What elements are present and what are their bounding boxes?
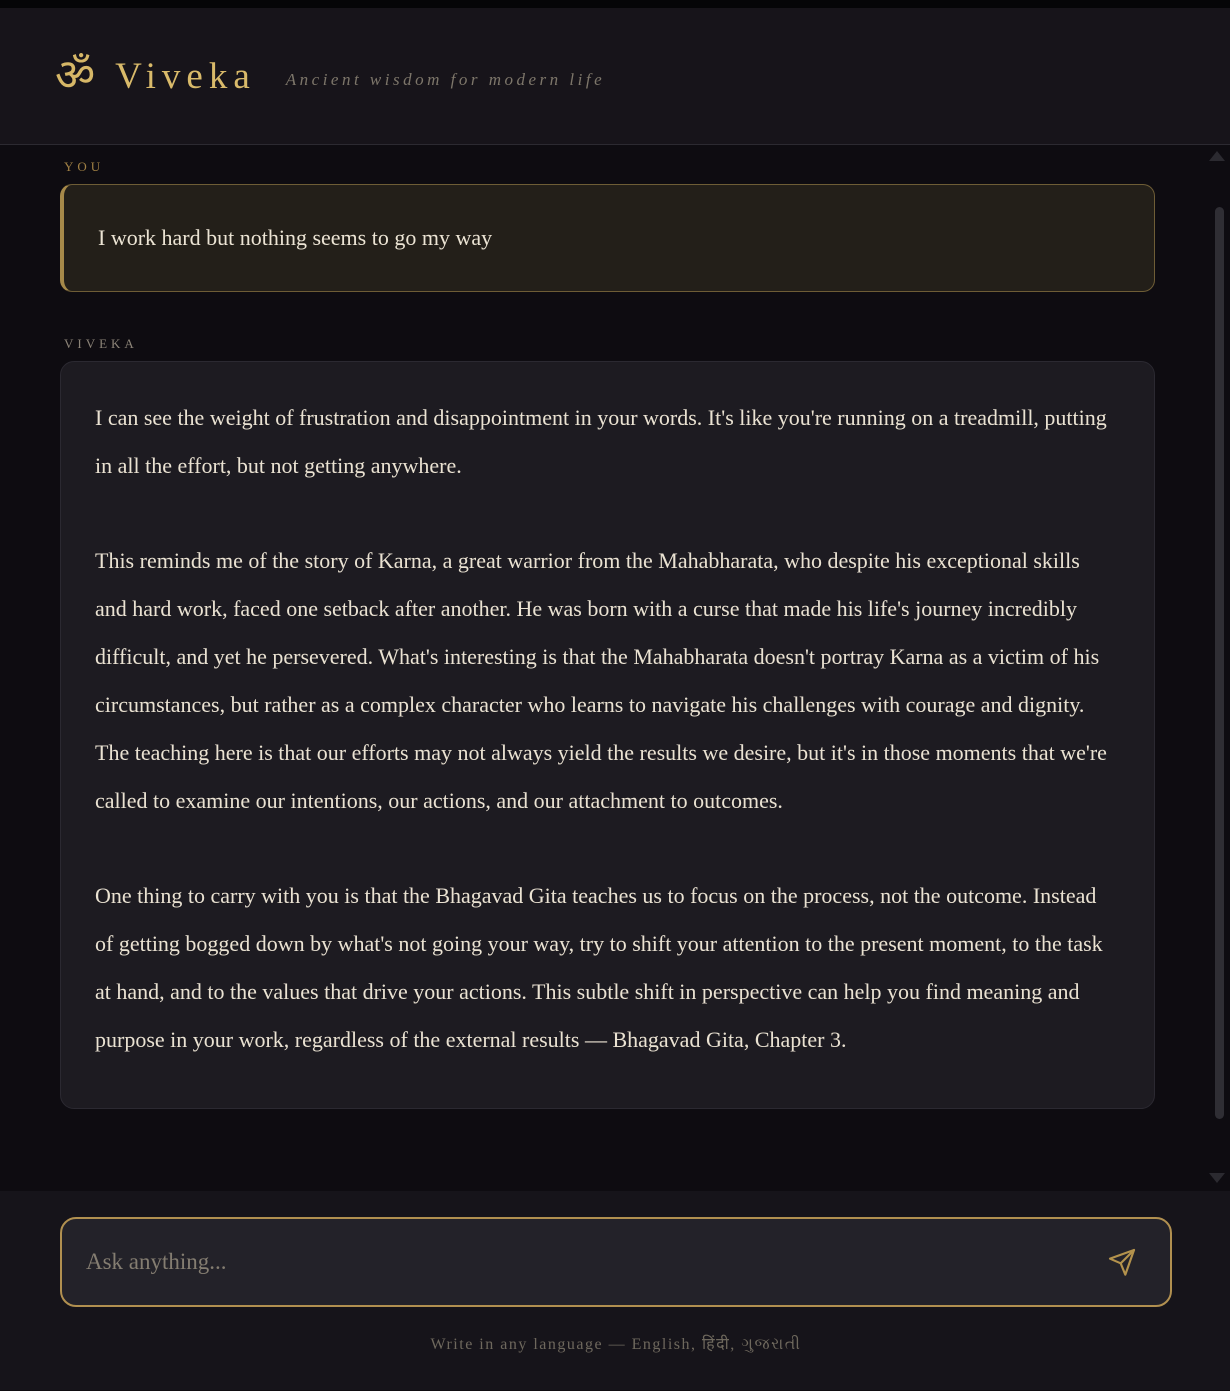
app-tagline: Ancient wisdom for modern life <box>285 70 606 89</box>
message-input[interactable] <box>86 1249 1102 1275</box>
assistant-paragraph: I can see the weight of frustration and disappointment in your words. It's like you're running on a treadmill, putting in all the effort, but not getting anywhere. <box>95 405 1107 478</box>
app-header <box>0 8 1230 145</box>
user-message-label: YOU <box>64 159 105 174</box>
scroll-down-arrow[interactable] <box>1209 1173 1225 1183</box>
window-top-strip <box>0 0 1230 8</box>
chat-area <box>0 145 1230 1191</box>
send-button[interactable] <box>1102 1242 1142 1282</box>
message-input-container[interactable] <box>60 1217 1172 1307</box>
om-icon: ॐ <box>55 50 96 101</box>
composer-section <box>0 1191 1230 1390</box>
app-title: Viveka <box>115 55 256 97</box>
user-message <box>60 184 1155 292</box>
language-hint: Write in any language — English, हिंदी, ગુજરાતી <box>430 1336 802 1353</box>
scroll-up-arrow[interactable] <box>1209 151 1225 161</box>
assistant-message <box>60 361 1155 1109</box>
assistant-message-label: VIVEKA <box>64 336 138 351</box>
send-icon <box>1106 1246 1138 1278</box>
assistant-paragraph: This reminds me of the story of Karna, a great warrior from the Mahabharata, who despite his exceptional skills and hard work, faced one setback after another. He was born with a curse that made his life's journey incredibly difficult, and yet he persevered. What's interesting is that the Mahabharata doesn't portray Karna as a victim of his circumstances, but rather as a complex character who learns to navigate his challenges with courage and dignity. The teaching here is that our efforts may not always yield the results we desire, but it's in those moments that we're called to examine our intentions, our actions, and our attachment to outcomes. <box>95 548 1107 813</box>
user-message-text: I work hard but nothing seems to go my way <box>98 225 493 250</box>
assistant-paragraph: One thing to carry with you is that the Bhagavad Gita teaches us to focus on the process, not the outcome. Instead of getting bogged down by what's not going your way, try to shift your attention to the present moment, to the task at hand, and to the values that drive your actions. This subtle shift in perspective can help you find meaning and purpose in your work, regardless of the external results — Bhagavad Gita, Chapter 3. <box>95 883 1103 1052</box>
scrollbar-thumb[interactable] <box>1215 207 1224 1119</box>
